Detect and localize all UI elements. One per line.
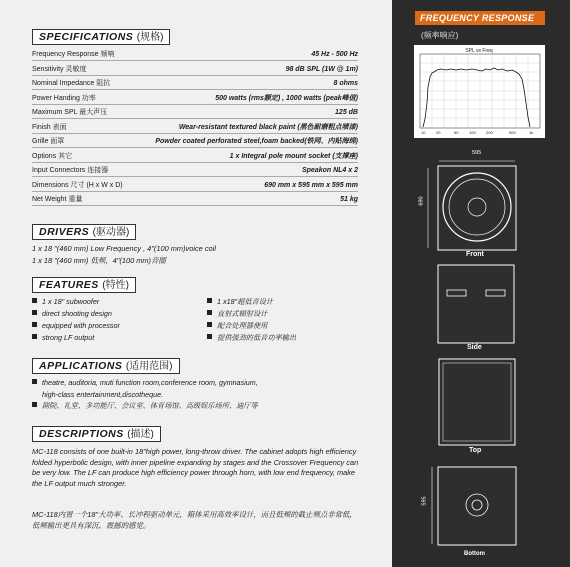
spec-row: [32, 78, 358, 90]
applications-heading: APPLICATIONS (适用范围): [32, 358, 180, 374]
bottom-depth-dimension: 595: [421, 496, 428, 506]
applications-line: high-class entertainment,discotheque.: [42, 390, 164, 399]
spec-label: Nominal Impedance 阻抗: [32, 80, 111, 87]
spec-value: 98 dB SPL (1W @ 1m): [285, 65, 358, 73]
features-heading: FEATURES (特性): [32, 277, 136, 293]
front-height-dimension: 690: [418, 196, 425, 206]
applications-line: theatre, auditoria, muti function room,conference room, gymnasium,: [32, 378, 258, 388]
spec-label: Maximum SPL 最大声压: [32, 109, 108, 116]
bottom-view-drawing: [430, 462, 520, 550]
feature-item: equipped with processor: [32, 321, 120, 331]
x-tick-label: 200: [486, 130, 493, 135]
front-width-dimension: 595: [472, 150, 482, 156]
feature-item: 1 x 18" subwoofer: [32, 297, 99, 307]
x-tick-label: 20: [436, 130, 441, 135]
side-view-drawing: [436, 262, 516, 344]
top-cabinet-outline: [439, 359, 515, 445]
spec-label: Finish 表面: [32, 123, 67, 131]
description-cn: MC-118内置一个18"大功率、长冲程驱动单元，箱体采用高效率设计，而且低频的截止频点非常低，低频输出更具有深沉、震撼的感觉。: [32, 510, 357, 530]
spec-row: [32, 136, 358, 148]
x-tick-label: 1k: [529, 130, 534, 135]
spec-row: [32, 64, 358, 76]
spec-label: Power Handing 功率: [32, 94, 96, 102]
feature-item-cn: 1 x18"超低音设计: [207, 297, 273, 307]
spec-label: Grille 面罩: [32, 138, 65, 145]
descriptions-heading: DESCRIPTIONS (描述): [32, 426, 161, 442]
drivers-line-en: 1 x 18 "(460 mm) Low Frequency , 4"(100 mm)voice coil: [32, 244, 216, 253]
feature-item: strong LF output: [32, 333, 94, 343]
top-view-label: Top: [469, 447, 482, 454]
description-en: MC-118 consists of one built-in 18"high power, long-throw driver. The cabinet adopts high efficiency folded hyperbolic design, with inner pipeline expanding by stages and the Crossover Frequency can be very low. The LF can produce high efficiency power through horn, with low end frequency, make the LF output much stronger.: [32, 447, 359, 488]
spec-label: Dimensions 尺寸 (H x W x D): [32, 181, 123, 189]
spec-label: Net Weight 重量: [32, 196, 83, 203]
drivers-line-cn: 1 x 18 "(460 mm) 低频，4"(100 mm)音圈: [32, 256, 166, 265]
spec-row: [32, 93, 358, 105]
spec-value: Powder coated perforated steel,foam backed(铁网、内贴海绵): [155, 138, 358, 145]
frequency-response-subtitle: (频率响应): [421, 31, 459, 40]
spec-value: 8 ohms: [333, 80, 358, 87]
graph-background: [414, 45, 545, 138]
bottom-view-label: Bottom: [464, 551, 485, 557]
spec-value: 125 dB: [335, 109, 358, 116]
spec-value: Wear-resistant textured black paint (黑色耐磨粗点喷漆): [178, 123, 358, 131]
x-tick-label: 100: [469, 130, 476, 135]
spec-value: 690 mm x 595 mm x 595 mm: [264, 181, 358, 189]
spec-row: [32, 107, 358, 119]
spec-row: [32, 49, 358, 61]
specifications-heading: SPECIFICATIONS (规格): [32, 29, 170, 45]
x-tick-label: 500: [509, 130, 516, 135]
x-tick-label: 50: [454, 130, 459, 135]
spec-label: Sensitivity 灵敏度: [32, 65, 87, 73]
feature-item: direct shooting design: [32, 309, 112, 319]
spec-label: Input Connectors 连接器: [32, 167, 109, 174]
applications-line-cn: 剧院、礼堂、多功能厅、会议室、体育场馆、高级娱乐场所、迪厅等: [32, 401, 258, 411]
frequency-response-graph: [414, 45, 545, 138]
spec-row: [32, 194, 358, 206]
spec-value: 51 kg: [340, 196, 358, 203]
spec-label: Options 其它: [32, 152, 73, 160]
side-cabinet-outline: [438, 265, 514, 343]
spec-row: [32, 151, 358, 163]
graph-title: SPL vs Freq: [465, 48, 493, 54]
spec-row: [32, 180, 358, 192]
front-cabinet-outline: [438, 166, 516, 250]
front-view-drawing: [425, 158, 525, 258]
feature-item-cn: 提供强劲的低音功率输出: [207, 333, 296, 343]
spec-value: 45 Hz - 500 Hz: [311, 51, 358, 58]
bottom-cabinet-outline: [438, 467, 516, 545]
spec-row: [32, 122, 358, 134]
front-view-label: Front: [466, 251, 484, 258]
spec-value: Speakon NL4 x 2: [301, 167, 358, 174]
spec-row: [32, 165, 358, 177]
feature-item-cn: 配合处理器使用: [207, 321, 267, 331]
top-view-drawing: [438, 358, 516, 446]
spec-label: Frequency Response 频响: [32, 51, 115, 58]
drivers-heading: DRIVERS (驱动器): [32, 224, 136, 240]
feature-item-cn: 直射式辐射设计: [207, 309, 267, 319]
frequency-response-title: FREQUENCY RESPONSE: [415, 11, 545, 25]
spec-value: 1 x Integral pole mount socket (支撑座): [229, 152, 358, 160]
x-tick-label: 10: [421, 130, 426, 135]
side-view-label: Side: [467, 344, 482, 351]
spec-value: 500 watts (rms额定) , 1000 watts (peak峰值): [215, 94, 358, 102]
